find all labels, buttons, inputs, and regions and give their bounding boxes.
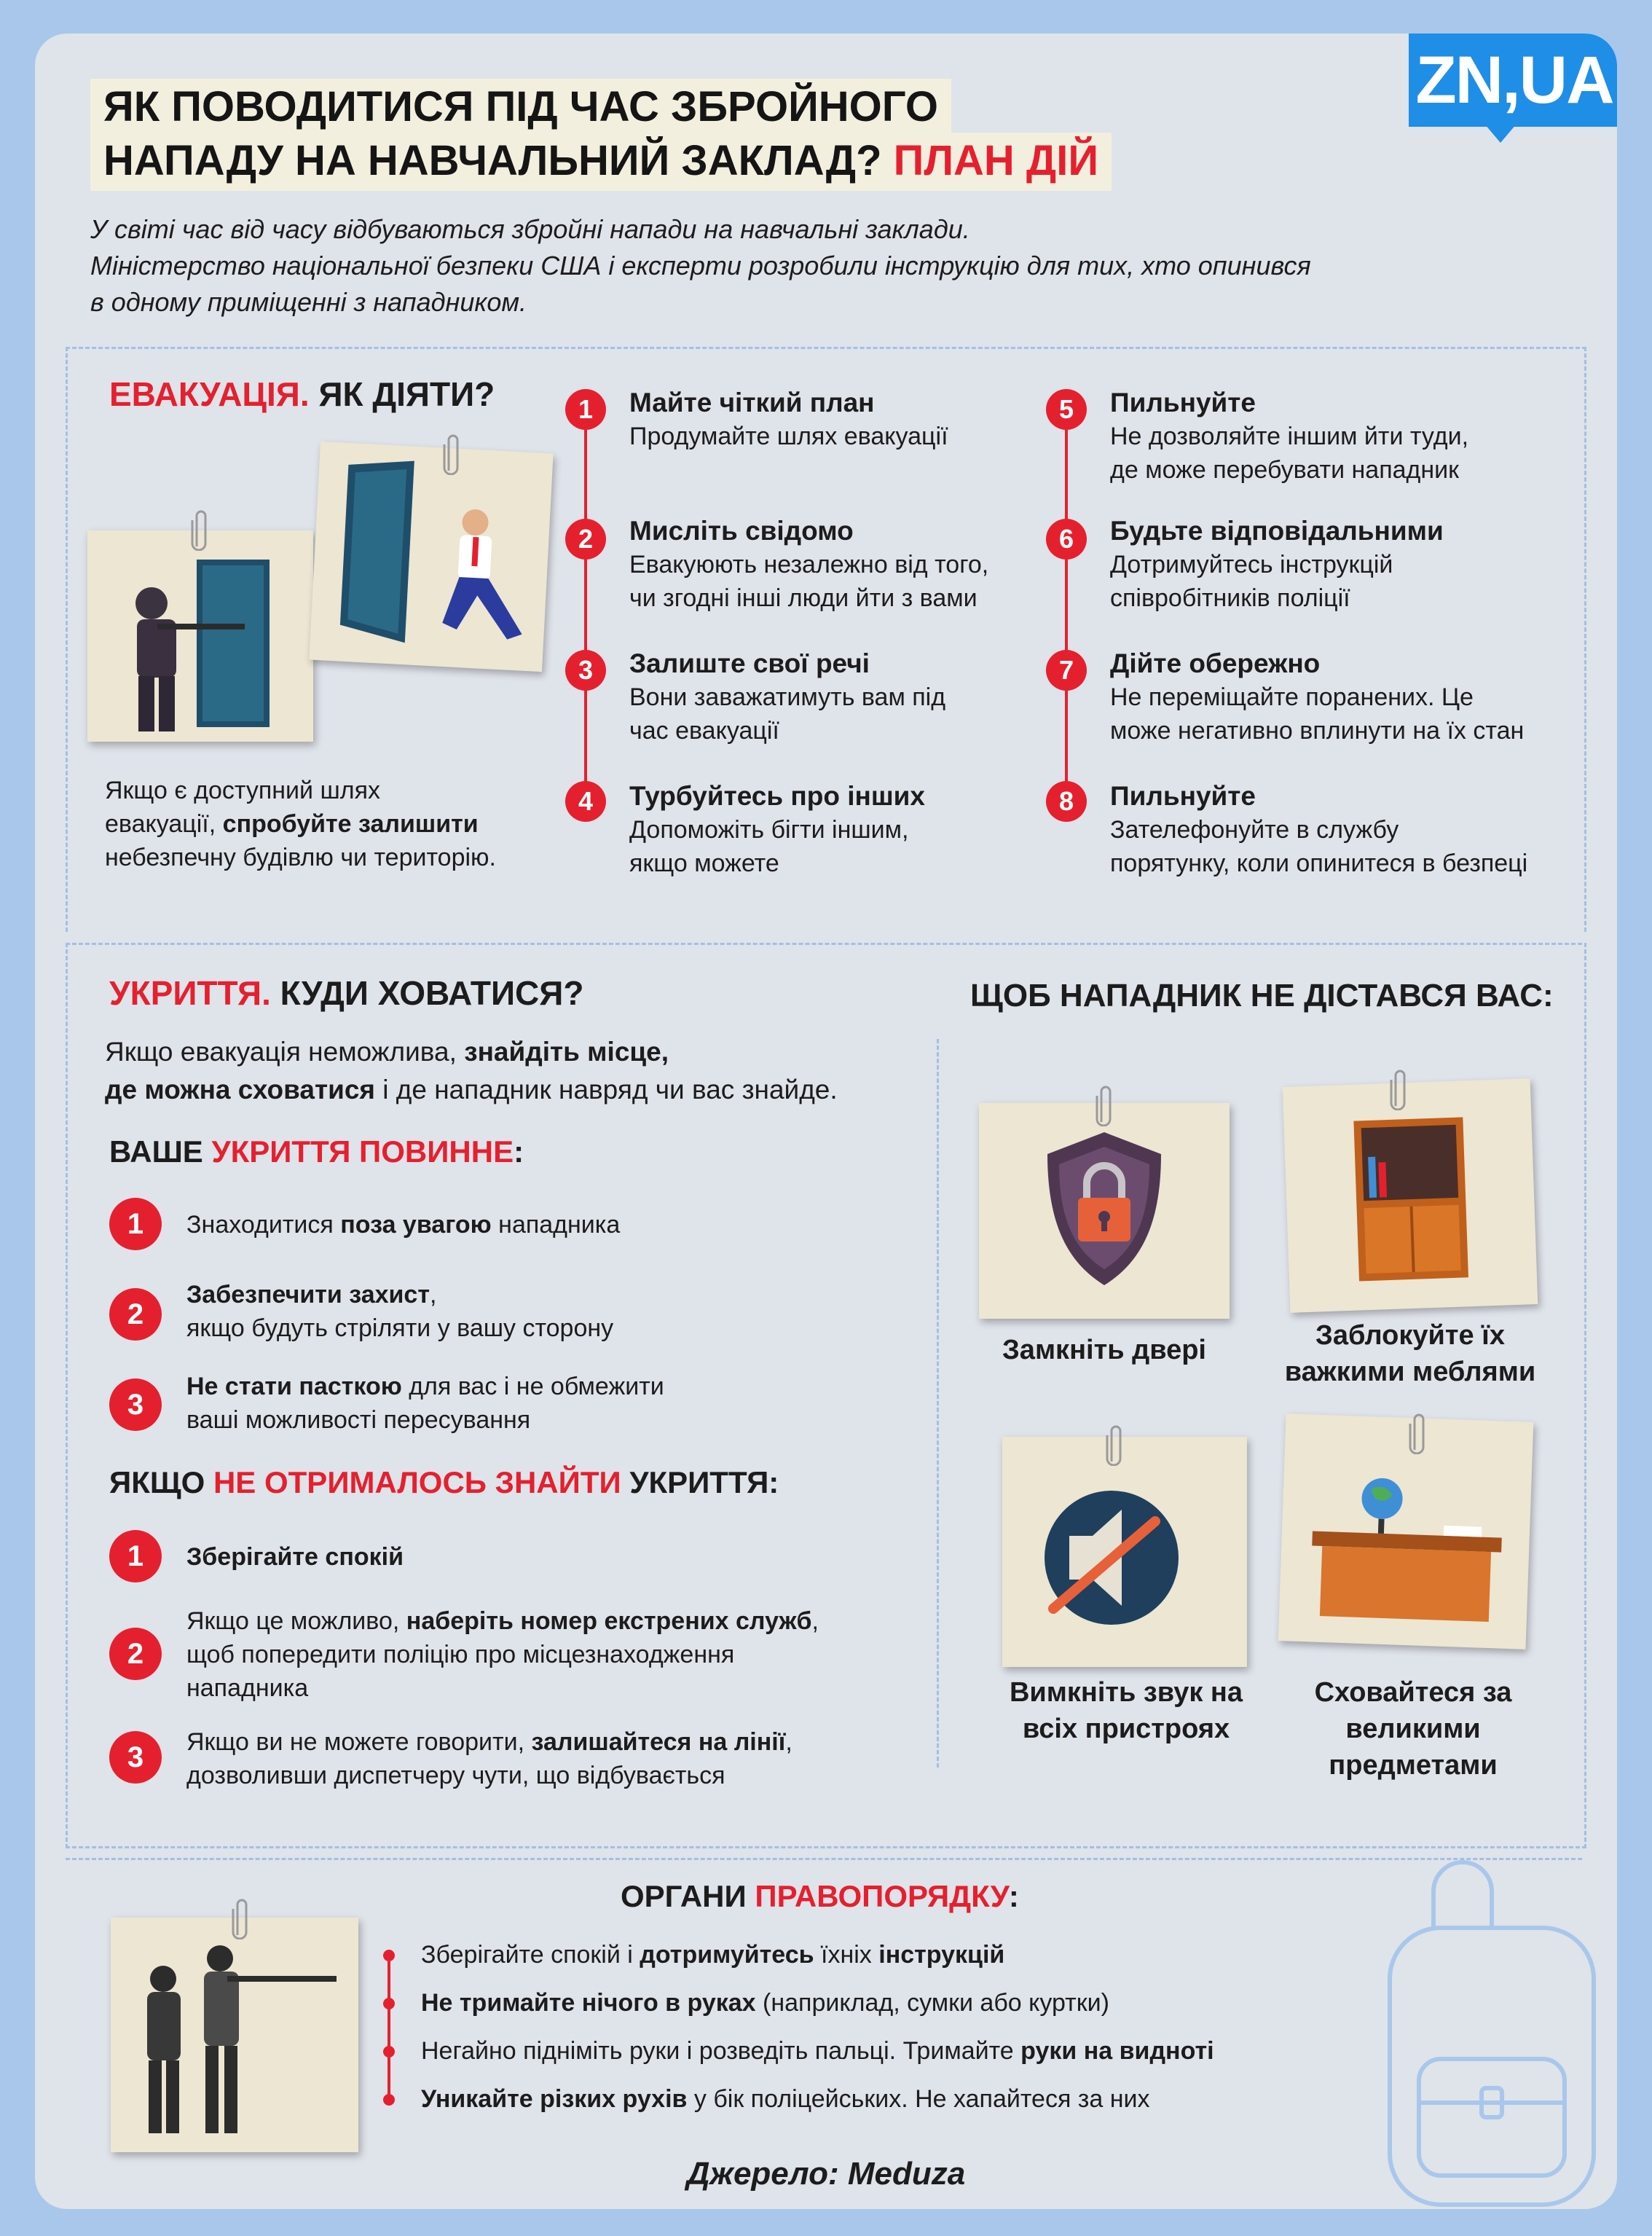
backpack-icon (1346, 1840, 1616, 2209)
shelter-must-title: ВАШЕ УКРИТТЯ ПОВИННЕ: (109, 1134, 524, 1169)
police-item-3: Негайно підніміть руки і розведіть пальці. Тримайте руки на видноті (421, 2037, 1214, 2065)
none-3-text: Якщо ви не можете говорити, залишайтеся на лінії, дозволивши диспетчеру чути, що відбувається (186, 1728, 792, 1789)
police-item-1: Зберігайте спокій і дотримуйтесь їхніх інструкцій (421, 1941, 1005, 1969)
title-highlight: ПЛАН ДІЙ (893, 137, 1099, 184)
step-8-number: 8 (1046, 781, 1087, 822)
step-2-title: Мисліть свідомо (629, 516, 854, 546)
step-8-title: Пильнуйте (1110, 781, 1256, 811)
step-6-number: 6 (1046, 519, 1087, 560)
evacuation-title: ЕВАКУАЦІЯ. ЯК ДІЯТИ? (109, 375, 495, 413)
steps-line-right (1065, 412, 1068, 813)
none-1-text: Зберігайте спокій (186, 1543, 404, 1571)
shelter-intro: Якщо евакуація неможлива, знайдіть місце, де можна сховатися і де нападник навряд чи вас знайде. (105, 1037, 838, 1105)
must-3-text: Не стати пасткою для вас і не обмежити ваші можливості пересування (186, 1373, 664, 1434)
none-1-number: 1 (109, 1530, 162, 1582)
police-illustration (111, 1918, 358, 2152)
furniture-card (1283, 1078, 1538, 1313)
step-5-number: 5 (1046, 389, 1087, 430)
step-6-text: Дотримуйтесь інструкцій співробітників поліції (1110, 551, 1393, 612)
attacker-illustration (87, 530, 313, 742)
step-8-text: Зателефонуйте в службу порятунку, коли опинитеся в безпеці (1110, 816, 1528, 877)
police-title: ОРГАНИ ПРАВОПОРЯДКУ: (621, 1879, 1019, 1913)
step-3-text: Вони заважатимуть вам під час евакуації (629, 683, 946, 745)
bullet-dot (383, 2046, 395, 2057)
page-title-line1: ЯК ПОВОДИТИСЯ ПІД ЧАС ЗБРОЙНОГО (90, 79, 951, 137)
must-3-number: 3 (109, 1378, 162, 1431)
none-2-text: Якщо це можливо, наберіть номер екстрених служб, щоб попередити поліцію про місцезнаходження нападника (186, 1607, 819, 1702)
step-7-number: 7 (1046, 650, 1087, 691)
step-4-text: Допоможіть бігти іншим, якщо можете (629, 816, 909, 877)
step-4-number: 4 (565, 781, 606, 822)
step-7-text: Не переміщайте поранених. Це може негативно вплинути на їх стан (1110, 683, 1525, 745)
shelter-title: УКРИТТЯ. КУДИ ХОВАТИСЯ? (109, 974, 584, 1012)
lock-door-caption: Замкніть двері (1002, 1335, 1206, 1365)
step-6-title: Будьте відповідальними (1110, 516, 1444, 546)
none-3-number: 3 (109, 1731, 162, 1784)
shelter-divider (937, 1039, 939, 1768)
police-item-4: Уникайте різких рухів у бік поліцейських. Не хапайтеся за них (421, 2085, 1150, 2113)
step-3-number: 3 (565, 650, 606, 691)
paperclip-icon (1096, 1083, 1114, 1130)
paperclip-icon (1409, 1411, 1428, 1458)
bullet-dot (383, 2094, 395, 2106)
block-furniture-caption: Заблокуйте їх важкими меблями (1284, 1320, 1536, 1387)
paperclip-icon (232, 1896, 251, 1943)
paperclip-icon (1390, 1067, 1409, 1114)
desk-card (1278, 1413, 1534, 1649)
hide-caption: Сховайтеся за великими предметами (1314, 1677, 1512, 1781)
bullet-dot (383, 1950, 395, 1961)
protect-title: ЩОБ НАПАДНИК НЕ ДІСТАВСЯ ВАС: (970, 978, 1554, 1013)
evacuation-note: Якщо є доступний шлях евакуації, спробуйте залишити небезпечну будівлю чи територію. (105, 777, 496, 871)
intro-text: У світі час від часу відбуваються збройні напади на навчальні заклади. Міністерство національної безпеки США і експерти розробили інструкцію для тих, хто опинився в одному приміщенні з нападником. (90, 214, 1311, 317)
source-credit: Джерело: Meduza (686, 2156, 966, 2192)
zn-ua-logo[interactable]: ZN,UA (1409, 34, 1617, 127)
lock-card (979, 1103, 1230, 1319)
no-shelter-title: ЯКЩО НЕ ОТРИМАЛОСЬ ЗНАЙТИ УКРИТТЯ: (109, 1465, 779, 1499)
step-5-title: Пильнуйте (1110, 388, 1256, 417)
paperclip-icon (1106, 1422, 1125, 1470)
mute-card (1002, 1437, 1247, 1667)
steps-line-left (584, 412, 587, 813)
escaping-person-illustration (309, 442, 553, 672)
step-4-title: Турбуйтесь про інших (629, 781, 926, 811)
logo-tail-icon (1484, 124, 1517, 143)
must-2-text: Забезпечити захист, якщо будуть стріляти у вашу сторону (186, 1281, 614, 1342)
step-7-title: Дійте обережно (1110, 648, 1321, 678)
step-2-number: 2 (565, 519, 606, 560)
must-1-text: Знаходитися поза увагою нападника (186, 1211, 621, 1239)
step-1-title: Майте чіткий план (629, 388, 875, 417)
must-2-number: 2 (109, 1288, 162, 1341)
step-2-text: Евакуюють незалежно від того, чи згодні інші люди йти з вами (629, 551, 989, 612)
police-list-line (388, 1961, 390, 2100)
bullet-dot (383, 1998, 395, 2009)
step-3-title: Залиште свої речі (629, 648, 870, 678)
step-5-text: Не дозволяйте іншим йти туди, де може перебувати нападник (1110, 423, 1469, 484)
paperclip-icon (191, 507, 210, 554)
paperclip-icon (443, 431, 462, 479)
police-item-2: Не тримайте нічого в руках (наприклад, сумки або куртки) (421, 1989, 1109, 2017)
step-1-number: 1 (565, 389, 606, 430)
step-1-text: Продумайте шлях евакуації (629, 423, 948, 450)
must-1-number: 1 (109, 1198, 162, 1250)
none-2-number: 2 (109, 1628, 162, 1680)
mute-caption: Вимкніть звук на всіх пристроях (1009, 1677, 1243, 1744)
page-title-line2: НАПАДУ НА НАВЧАЛЬНИЙ ЗАКЛАД? ПЛАН ДІЙ (90, 133, 1112, 191)
infographic-page (35, 34, 1617, 2209)
